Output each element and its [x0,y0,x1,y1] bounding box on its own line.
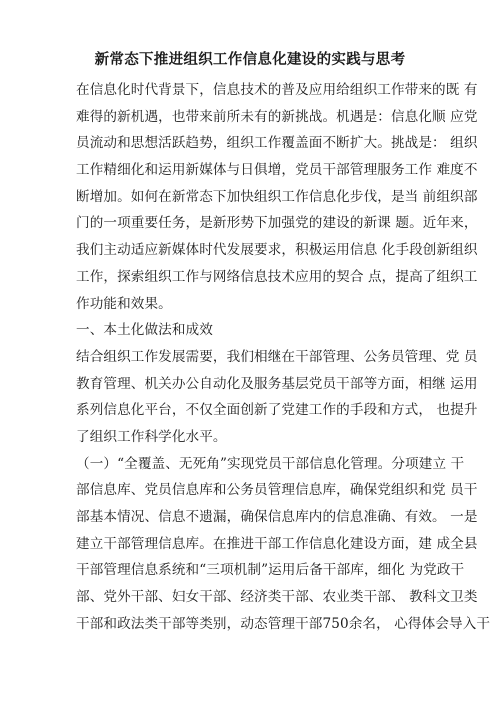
text-line: 部基本情况、信息不遗漏，确保信息库内的信息准确、有效。 一是 [76,509,478,525]
text-line: 工作，探索组织工作与网络信息技术应用的契合 点，提高了组织工 [76,268,478,285]
document-title: 新常态下推进组织工作信息化建设的实践与思考 [94,52,406,68]
text-line: 教育管理、机关办公自动化及服务基层党员干部等方面，相继 运用 [76,375,478,392]
text-line: 部、党外干部、妇女干部、经济类干部、农业类干部、 教科文卫类 [76,589,478,606]
section-heading: 一、本土化做法和成效 [76,322,213,339]
subsection-line: （一）“全覆盖、无死角”实现党员干部信息化管理。分项建立 干 [76,455,465,472]
text-line: 我们主动适应新媒体时代发展要求，积极运用信息 化手段创新组织 [76,242,478,259]
text-line: 门的一项重要任务，是新形势下加强党的建设的新课 题。近年来， [76,215,478,232]
text-line: 系列信息化平台，不仅全面创新了党建工作的手段和方式， 也提升 [76,402,478,419]
text-line: 干部管理信息系统和“三项机制”运用后备干部库，细化 为党政干 [76,562,465,579]
text-line: 了组织工作科学化水平。 [76,428,227,445]
text-line: 员流动和思想活跃趋势，组织工作覆盖面不断扩大。挑战是： 组织 [76,135,478,152]
text-line: 在信息化时代背景下，信息技术的普及应用给组织工作带来的既 有 [76,82,478,98]
text-line: 难得的新机遇，也带来前所未有的新挑战。机遇是：信息化顺 应党 [76,108,478,125]
text-line: 建立干部管理信息库。在推进干部工作信息化建设方面，建 成全县 [76,535,478,552]
text-line: 断增加。如何在新常态下加快组织工作信息化步伐，是当 前组织部 [76,188,478,205]
text-line: 作功能和效果。 [76,295,172,312]
text-line: 结合组织工作发展需要，我们相继在干部管理、公务员管理、党 员 [76,348,478,365]
document-body [76,77,491,637]
text-line: 工作精细化和运用新媒体与日俱增，党员干部管理服务工作 难度不 [76,162,478,179]
text-line: 部信息库、党员信息库和公务员管理信息库，确保党组织和党 员干 [76,482,478,499]
text-line: 干部和政法类干部等类别，动态管理干部750余名， 心得体会导入干 [76,615,491,632]
